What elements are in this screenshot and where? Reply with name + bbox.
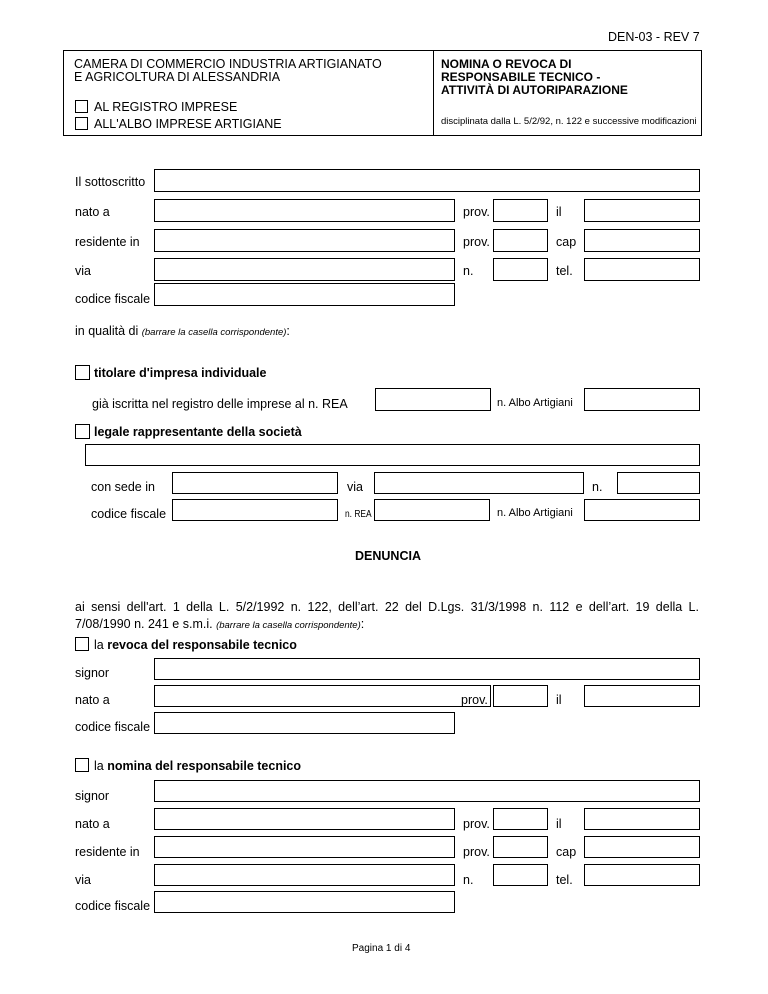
qualita-label (75, 325, 290, 338)
revoca-nato-label: nato a (75, 693, 110, 707)
revoca-signor-input[interactable] (154, 658, 700, 680)
page-number: Pagina 1 di 4 (352, 943, 411, 954)
nomina-signor-input[interactable] (154, 780, 700, 802)
denuncia-colon: : (360, 617, 365, 631)
qualita-colon: : (286, 324, 290, 338)
sede-input[interactable] (172, 472, 338, 494)
residente-label: residente in (75, 235, 140, 249)
nomina-cap-input[interactable] (584, 836, 700, 858)
form-title-line2: RESPONSABILE TECNICO - (441, 70, 601, 84)
albo-artigiane-checkbox[interactable] (75, 117, 88, 130)
nomina-nato-input[interactable] (154, 808, 455, 830)
revoca-title: revoca del responsabile tecnico (107, 638, 297, 652)
sede-label: con sede in (91, 480, 155, 494)
denuncia-text (75, 599, 699, 634)
albo-artigiane-label: ALL'ALBO IMPRESE ARTIGIANE (94, 117, 282, 131)
header-divider (433, 50, 434, 136)
numero-label: n. (463, 264, 474, 278)
denuncia-note: (barrare la casella corrispondente) (216, 620, 361, 631)
sede-via-label: via (347, 480, 363, 494)
societa-albo-label: n. Albo Artigiani (497, 507, 573, 519)
chamber-name-line1: CAMERA DI COMMERCIO INDUSTRIA ARTIGIANATO (74, 57, 382, 71)
chamber-name-line2: E AGRICOLTURA DI ALESSANDRIA (74, 70, 281, 84)
form-title-line1: NOMINA O REVOCA DI (441, 57, 572, 71)
revoca-cf-label: codice fiscale (75, 720, 151, 734)
nomina-cap-label: cap (556, 845, 577, 859)
nomina-via-label: via (75, 873, 91, 887)
nomina-numero-input[interactable] (493, 864, 548, 886)
revoca-nato-input[interactable] (154, 685, 491, 707)
revoca-cf-input[interactable] (154, 712, 455, 734)
nomina-residente-input[interactable] (154, 836, 455, 858)
revoca-data-input[interactable] (584, 685, 700, 707)
nomina-via-input[interactable] (154, 864, 455, 886)
revoca-prov-input[interactable] (493, 685, 548, 707)
titolare-albo-input[interactable] (584, 388, 700, 411)
prov-residenza-input[interactable] (493, 229, 548, 252)
nomina-prov-res-input[interactable] (493, 836, 548, 858)
nomina-prov-res-label: prov. (463, 845, 490, 859)
residente-input[interactable] (154, 229, 455, 252)
nomina-data-input[interactable] (584, 808, 700, 830)
nomina-title: nomina del responsabile tecnico (107, 759, 302, 773)
sede-numero-label: n. (592, 480, 603, 494)
qualita-text: in qualità di (75, 324, 139, 338)
codice-fiscale-label: codice fiscale (75, 292, 151, 306)
legale-label: legale rappresentante della società (94, 425, 302, 439)
nomina-tel-label: tel. (556, 873, 573, 887)
via-label: via (75, 264, 91, 278)
nomina-nato-label: nato a (75, 817, 110, 831)
prov-label: prov. (463, 205, 490, 219)
titolare-rea-input[interactable] (375, 388, 491, 411)
nomina-pre: la (94, 759, 104, 773)
numero-civico-input[interactable] (493, 258, 548, 281)
titolare-label: titolare d'impresa individuale (94, 366, 267, 380)
sottoscritto-input[interactable] (154, 169, 700, 192)
sottoscritto-label: Il sottoscritto (75, 175, 146, 189)
revoca-pre: la (94, 638, 104, 652)
societa-rea-input[interactable] (374, 499, 490, 521)
nomina-cf-label: codice fiscale (75, 899, 151, 913)
nomina-prov-label: prov. (463, 817, 490, 831)
via-input[interactable] (154, 258, 455, 281)
revoca-signor-label: signor (75, 666, 110, 680)
revoca-il-label: il (556, 693, 562, 707)
form-title-line3: ATTIVITÀ DI AUTORIPARAZIONE (441, 83, 628, 97)
nomina-signor-label: signor (75, 789, 110, 803)
legale-checkbox[interactable] (75, 424, 90, 439)
form-subtitle: disciplinata dalla L. 5/2/92, n. 122 e successive modificazioni (441, 116, 697, 127)
cap-input[interactable] (584, 229, 700, 252)
societa-cf-label: codice fiscale (91, 507, 167, 521)
qualita-note: (barrare la casella corrispondente) (141, 327, 287, 338)
nomina-tel-input[interactable] (584, 864, 700, 886)
revoca-prov-label: prov. (461, 693, 488, 707)
codice-fiscale-input[interactable] (154, 283, 455, 306)
revoca-checkbox[interactable] (75, 637, 89, 651)
societa-input[interactable] (85, 444, 700, 466)
nomina-checkbox[interactable] (75, 758, 89, 772)
doc-code: DEN-03 - REV 7 (608, 30, 700, 44)
il-label: il (556, 205, 562, 219)
data-nascita-input[interactable] (584, 199, 700, 222)
sede-numero-input[interactable] (617, 472, 700, 494)
titolare-rea-label: già iscritta nel registro delle imprese al n. REA (92, 397, 348, 411)
titolare-albo-label: n. Albo Artigiani (497, 397, 573, 409)
nomina-numero-label: n. (463, 873, 474, 887)
denuncia-body: ai sensi dell'art. 1 della L. 5/2/1992 n. 122, dell’art. 22 del D.Lgs. 31/3/1998 n. 112 e dell’art. 19 della L. 7/08/1990 n. 241 e s.m.i. (75, 600, 699, 631)
cap-label: cap (556, 235, 577, 249)
tel-label: tel. (556, 264, 573, 278)
nomina-cf-input[interactable] (154, 891, 455, 913)
societa-albo-input[interactable] (584, 499, 700, 521)
nomina-label (94, 760, 301, 773)
societa-cf-input[interactable] (172, 499, 338, 521)
nomina-prov-input[interactable] (493, 808, 548, 830)
tel-input[interactable] (584, 258, 700, 281)
registro-imprese-checkbox[interactable] (75, 100, 88, 113)
prov-label: prov. (463, 235, 490, 249)
societa-rea-label: n. REA (345, 508, 372, 520)
registro-imprese-label: AL REGISTRO IMPRESE (94, 100, 238, 114)
nomina-il-label: il (556, 817, 562, 831)
sede-via-input[interactable] (374, 472, 584, 494)
prov-nascita-input[interactable] (493, 199, 548, 222)
denuncia-heading: DENUNCIA (355, 549, 421, 563)
revoca-label (94, 639, 297, 652)
nato-a-label: nato a (75, 205, 110, 219)
titolare-checkbox[interactable] (75, 365, 90, 380)
nato-a-input[interactable] (154, 199, 455, 222)
nomina-residente-label: residente in (75, 845, 140, 859)
